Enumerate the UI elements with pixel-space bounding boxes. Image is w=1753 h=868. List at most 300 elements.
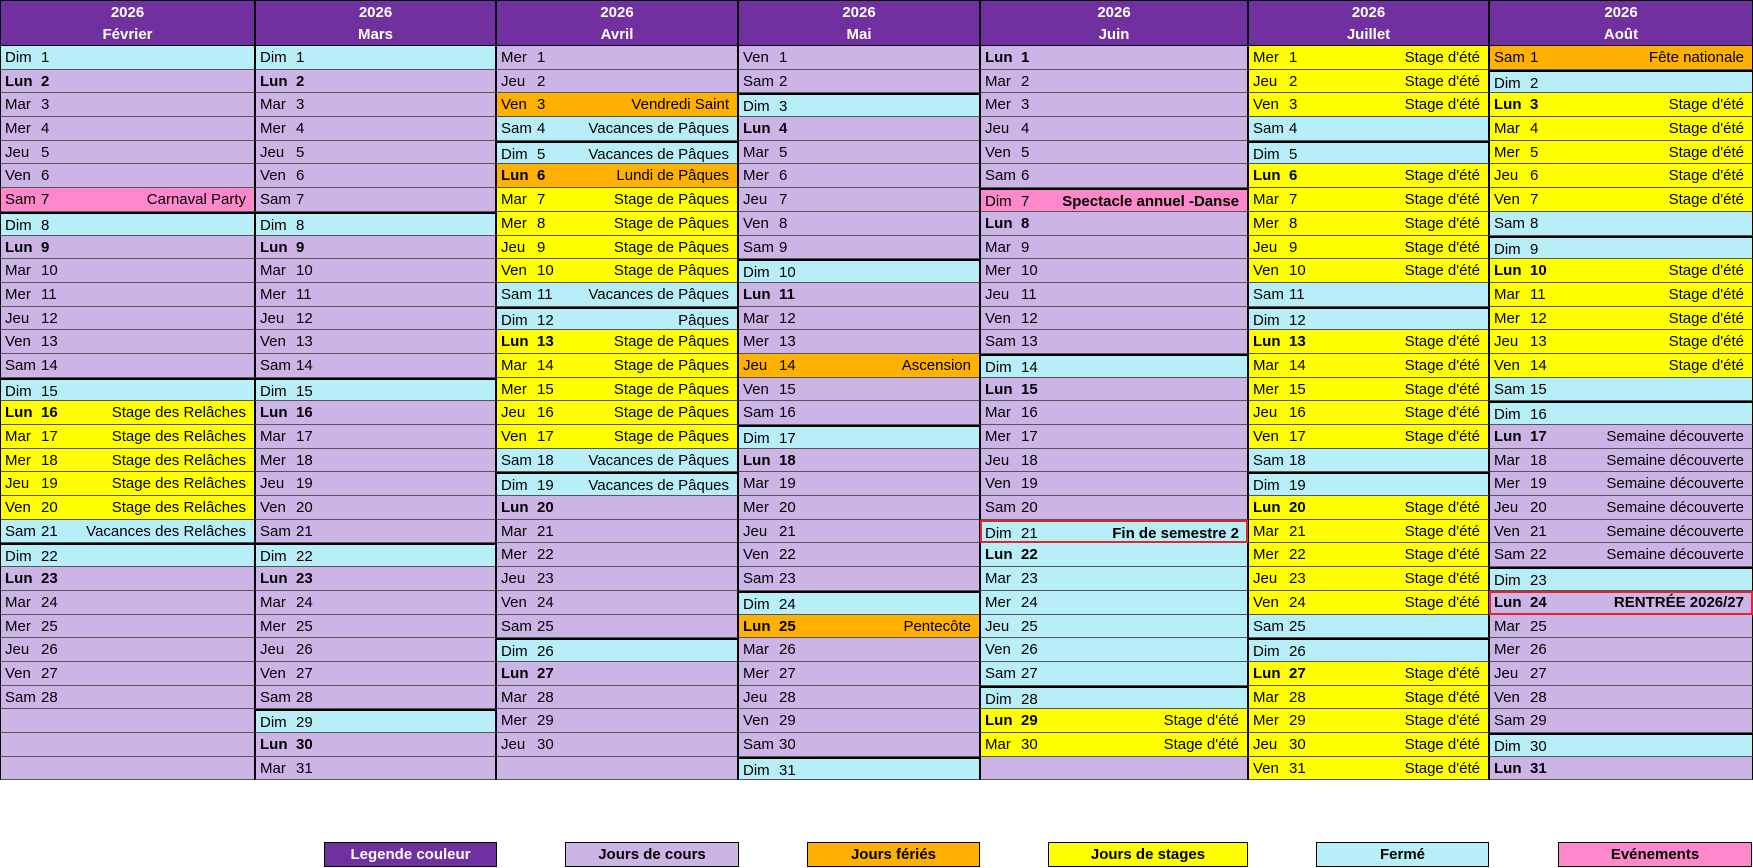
day-number: 8 [296, 216, 305, 234]
day-number: 26 [41, 641, 58, 659]
day-name: Mer [260, 451, 286, 469]
day-row [1489, 283, 1753, 307]
day-number: 14 [296, 356, 313, 374]
day-number: 29 [779, 712, 796, 730]
day-row [255, 283, 496, 307]
day-row [0, 307, 255, 331]
day-row [0, 520, 255, 544]
day-row [255, 449, 496, 473]
day-row [980, 117, 1248, 141]
month-header [738, 0, 980, 46]
day-row [0, 709, 255, 733]
day-number: 8 [1289, 214, 1298, 232]
day-event: Stage de Pâques [613, 191, 729, 209]
day-name: Jeu [260, 309, 285, 327]
day-event: Stage d'été [1404, 570, 1480, 588]
day-row [0, 472, 255, 496]
day-row [1248, 354, 1489, 378]
day-name: Mar [5, 593, 31, 611]
day-name: Mar [5, 428, 31, 445]
day-row [496, 307, 738, 331]
day-event: Stage de Pâques [613, 428, 729, 445]
day-number: 16 [41, 404, 58, 422]
day-row [496, 638, 738, 662]
day-name: Jeu [5, 143, 30, 161]
day-row [1489, 425, 1753, 449]
day-number: 9 [1530, 240, 1539, 258]
day-row [980, 757, 1248, 781]
day-name: Mar [260, 759, 286, 777]
day-number: 11 [1530, 285, 1546, 303]
day-row [980, 164, 1248, 188]
day-row [1489, 686, 1753, 710]
day-number: 23 [296, 570, 313, 588]
day-number: 8 [1530, 214, 1539, 232]
day-name: Mar [260, 262, 286, 280]
day-number: 9 [41, 238, 50, 256]
day-number: 5 [41, 143, 50, 161]
day-number: 22 [1021, 546, 1038, 564]
day-row [980, 425, 1248, 449]
day-number: 1 [1289, 49, 1298, 66]
day-row [255, 425, 496, 449]
day-number: 4 [779, 120, 788, 138]
day-number: 10 [1021, 262, 1038, 280]
day-name: Ven [501, 96, 527, 114]
day-name: Dim [1494, 406, 1521, 424]
day-name: Mar [985, 72, 1011, 90]
day-number: 15 [1021, 380, 1038, 398]
legend-closed: Fermé [1316, 842, 1489, 867]
day-row [1248, 93, 1489, 117]
day-name: Ven [743, 712, 769, 730]
day-row [738, 307, 980, 331]
day-row [738, 496, 980, 520]
day-number: 2 [1289, 72, 1298, 90]
day-number: 18 [537, 451, 554, 469]
day-number: 21 [296, 522, 313, 540]
day-event: Semaine découverte [1606, 546, 1744, 564]
day-row [738, 686, 980, 710]
day-number: 18 [779, 451, 796, 469]
day-event: Stage d'été [1404, 404, 1480, 422]
day-number: 25 [1021, 617, 1038, 635]
day-row [255, 307, 496, 331]
day-number: 14 [1021, 358, 1038, 376]
day-event: Stage des Relâches [111, 475, 246, 493]
day-name: Mer [743, 499, 769, 517]
day-event: Stage d'été [1668, 356, 1744, 374]
day-name: Mer [1494, 309, 1520, 327]
day-name: Jeu [1253, 72, 1278, 90]
day-row [1489, 164, 1753, 188]
day-name: Jeu [1494, 333, 1519, 351]
day-row [738, 472, 980, 496]
day-row [255, 733, 496, 757]
day-number: 9 [779, 238, 788, 256]
day-row [255, 709, 496, 733]
day-name: Jeu [501, 570, 526, 588]
day-name: Sam [985, 664, 1016, 682]
day-name: Dim [501, 643, 528, 661]
day-row [1248, 496, 1489, 520]
day-row [496, 496, 738, 520]
day-number: 19 [537, 477, 554, 495]
day-row [1489, 496, 1753, 520]
day-row [496, 70, 738, 94]
day-number: 27 [1530, 664, 1547, 682]
day-number: 23 [1021, 570, 1038, 588]
day-name: Mer [501, 546, 527, 564]
day-number: 24 [1289, 593, 1306, 611]
day-number: 12 [537, 311, 554, 329]
day-number: 5 [1289, 145, 1298, 163]
day-row [255, 188, 496, 212]
day-name: Sam [1494, 712, 1525, 730]
day-number: 10 [1530, 262, 1547, 280]
day-row [496, 236, 738, 260]
day-name: Dim [743, 264, 770, 282]
day-number: 16 [1289, 404, 1306, 422]
day-event: Stage d'été [1404, 688, 1480, 706]
day-name: Mer [743, 167, 769, 185]
day-name: Jeu [1253, 570, 1278, 588]
day-row [496, 591, 738, 615]
day-row [980, 496, 1248, 520]
day-row [1248, 662, 1489, 686]
day-number: 22 [296, 548, 313, 566]
day-row [980, 543, 1248, 567]
day-name: Dim [985, 358, 1012, 376]
day-number: 31 [296, 759, 313, 777]
day-row [1489, 757, 1753, 781]
month-year: 2026 [842, 4, 876, 21]
day-number: 29 [1021, 712, 1038, 730]
day-event: Spectacle annuel -Danse [1062, 193, 1239, 211]
day-name: Sam [501, 617, 532, 635]
day-number: 9 [1289, 238, 1298, 256]
day-name: Jeu [985, 285, 1010, 303]
day-row [980, 188, 1248, 212]
day-number: 29 [296, 714, 313, 732]
day-number: 22 [41, 548, 58, 566]
day-row [738, 188, 980, 212]
day-row [980, 259, 1248, 283]
day-row [738, 283, 980, 307]
day-number: 18 [1289, 451, 1306, 469]
day-row [1248, 449, 1489, 473]
day-row [0, 141, 255, 165]
day-name: Jeu [5, 309, 30, 327]
day-number: 12 [779, 309, 796, 327]
day-row [1489, 543, 1753, 567]
day-name: Mar [501, 688, 527, 706]
day-event: Stage d'été [1668, 309, 1744, 327]
day-event: Stage d'été [1668, 262, 1744, 280]
day-row [1248, 567, 1489, 591]
day-number: 11 [537, 285, 553, 303]
day-row [1489, 709, 1753, 733]
day-row [0, 70, 255, 94]
day-name: Mer [1253, 49, 1279, 66]
day-row [980, 472, 1248, 496]
month-year: 2026 [600, 4, 634, 21]
day-name: Mer [1494, 475, 1520, 493]
day-number: 13 [296, 333, 313, 351]
day-row [1248, 638, 1489, 662]
day-number: 2 [41, 72, 50, 90]
day-number: 24 [296, 593, 313, 611]
day-name: Mar [743, 641, 769, 659]
day-name: Mer [5, 451, 31, 469]
day-name: Sam [501, 120, 532, 138]
day-number: 28 [1530, 688, 1547, 706]
day-row [1248, 425, 1489, 449]
day-name: Ven [5, 499, 31, 517]
day-row [496, 425, 738, 449]
day-row [980, 591, 1248, 615]
day-number: 13 [41, 333, 58, 351]
day-row [0, 401, 255, 425]
day-name: Dim [743, 761, 770, 779]
day-number: 3 [41, 96, 50, 114]
month-column-août [1489, 0, 1753, 780]
day-number: 27 [537, 664, 554, 682]
day-name: Lun [1253, 167, 1281, 185]
day-name: Sam [743, 404, 774, 422]
day-row [738, 520, 980, 544]
day-name: Jeu [1253, 404, 1278, 422]
day-name: Lun [5, 404, 33, 422]
day-name: Jeu [501, 735, 526, 753]
day-event: Stage d'été [1404, 167, 1480, 185]
day-name: Ven [260, 499, 286, 517]
day-name: Dim [1494, 572, 1521, 590]
day-row [0, 283, 255, 307]
day-row [1248, 709, 1489, 733]
day-event: Vacances de Pâques [588, 451, 729, 469]
day-number: 4 [537, 120, 546, 138]
day-event: Stage d'été [1668, 285, 1744, 303]
day-number: 2 [779, 72, 788, 90]
day-name: Dim [1494, 240, 1521, 258]
day-row [0, 117, 255, 141]
month-column-mars [255, 0, 496, 780]
day-row [496, 567, 738, 591]
month-header [1489, 0, 1753, 46]
day-event: Semaine découverte [1606, 451, 1744, 469]
day-name: Mar [260, 593, 286, 611]
day-event: Semaine découverte [1606, 475, 1744, 493]
day-row [738, 164, 980, 188]
day-row [496, 93, 738, 117]
day-name: Dim [5, 548, 32, 566]
day-row [1248, 686, 1489, 710]
day-name: Mar [1253, 688, 1279, 706]
day-name: Sam [260, 191, 291, 209]
day-name: Dim [1253, 477, 1280, 495]
day-name: Mer [1253, 712, 1279, 730]
day-number: 28 [41, 688, 58, 706]
day-name: Jeu [260, 143, 285, 161]
day-row [496, 141, 738, 165]
day-event: Stage d'été [1404, 96, 1480, 114]
day-name: Dim [5, 49, 32, 66]
day-event: Carnaval Party [146, 191, 246, 209]
day-name: Mer [501, 214, 527, 232]
day-event: Stage d'été [1404, 712, 1480, 730]
day-name: Dim [743, 595, 770, 613]
day-number: 23 [779, 570, 796, 588]
day-row [980, 567, 1248, 591]
day-event: Stage de Pâques [613, 404, 729, 422]
day-row [980, 70, 1248, 94]
day-name: Ven [1253, 759, 1279, 777]
day-name: Mar [743, 143, 769, 161]
day-name: Sam [985, 167, 1016, 185]
day-number: 8 [1021, 214, 1030, 232]
day-name: Mer [1253, 380, 1279, 398]
day-name: Dim [260, 49, 287, 66]
day-row [738, 567, 980, 591]
day-name: Sam [985, 333, 1016, 351]
day-name: Mar [1494, 451, 1520, 469]
day-row [738, 378, 980, 402]
day-number: 4 [296, 120, 305, 138]
day-row [980, 401, 1248, 425]
month-year: 2026 [1351, 4, 1386, 21]
day-name: Jeu [743, 191, 768, 209]
day-name: Jeu [260, 641, 285, 659]
day-name: Ven [501, 593, 527, 611]
day-name: Mer [1253, 546, 1279, 564]
day-event: Vacances de Pâques [588, 120, 729, 138]
day-event: Stage d'été [1404, 664, 1480, 682]
day-row [738, 425, 980, 449]
day-number: 1 [1021, 49, 1030, 66]
day-name: Jeu [5, 641, 30, 659]
month-name: Mars [357, 26, 394, 43]
day-name: Ven [260, 167, 286, 185]
day-name: Mer [5, 617, 31, 635]
day-name: Dim [1494, 737, 1521, 755]
day-event: Pâques [678, 311, 729, 329]
day-name: Ven [5, 664, 31, 682]
day-number: 26 [296, 641, 313, 659]
day-event: Stage des Relâches [111, 451, 246, 469]
day-row [1248, 236, 1489, 260]
day-name: Mar [5, 96, 31, 114]
day-number: 6 [296, 167, 305, 185]
day-row [1489, 378, 1753, 402]
day-name: Dim [1253, 311, 1280, 329]
day-event: Semaine découverte [1606, 499, 1744, 517]
month-name: Mai [846, 26, 872, 43]
day-event: Stage des Relâches [111, 428, 246, 445]
day-name: Lun [1494, 262, 1522, 280]
day-number: 21 [1021, 524, 1038, 542]
day-number: 20 [537, 499, 554, 517]
day-row [738, 117, 980, 141]
day-row [738, 591, 980, 615]
day-row [0, 638, 255, 662]
day-row [980, 615, 1248, 639]
day-name: Lun [260, 735, 288, 753]
day-number: 17 [296, 428, 313, 445]
day-name: Sam [1494, 380, 1525, 398]
day-name: Mer [1253, 214, 1279, 232]
day-name: Ven [985, 641, 1011, 659]
month-name: Avril [600, 26, 634, 43]
day-number: 5 [296, 143, 305, 161]
day-event: Stage de Pâques [613, 238, 729, 256]
day-row [1248, 615, 1489, 639]
day-number: 16 [1021, 404, 1038, 422]
day-row [0, 591, 255, 615]
day-name: Dim [501, 145, 528, 163]
day-number: 24 [1021, 593, 1038, 611]
day-row [1489, 93, 1753, 117]
day-number: 25 [779, 617, 796, 635]
day-name: Jeu [1494, 664, 1519, 682]
day-name: Lun [260, 72, 288, 90]
day-name: Dim [743, 430, 770, 447]
day-row [496, 449, 738, 473]
day-number: 31 [1289, 759, 1306, 777]
day-event: Ascension [901, 356, 971, 374]
day-number: 6 [41, 167, 50, 185]
day-row [1248, 283, 1489, 307]
day-number: 31 [1530, 759, 1547, 777]
day-row [1248, 472, 1489, 496]
day-number: 11 [1289, 285, 1305, 303]
day-row [980, 330, 1248, 354]
day-number: 7 [1530, 191, 1539, 209]
day-name: Sam [743, 570, 774, 588]
day-row [255, 117, 496, 141]
day-event: Stage d'été [1404, 262, 1480, 280]
day-row [0, 757, 255, 781]
day-row [980, 662, 1248, 686]
day-row [1489, 520, 1753, 544]
day-number: 3 [1021, 96, 1030, 114]
day-number: 17 [779, 430, 796, 447]
day-row [255, 378, 496, 402]
day-row [1248, 212, 1489, 236]
day-number: 27 [779, 664, 796, 682]
day-row [0, 188, 255, 212]
day-number: 14 [537, 356, 554, 374]
day-row [255, 401, 496, 425]
day-number: 26 [779, 641, 796, 659]
day-row [1248, 520, 1489, 544]
day-row [1489, 591, 1753, 615]
day-number: 10 [296, 262, 313, 280]
day-row [255, 567, 496, 591]
day-name: Lun [501, 333, 529, 351]
day-number: 30 [1289, 735, 1306, 753]
day-name: Mer [260, 617, 286, 635]
day-name: Ven [5, 167, 31, 185]
day-event: Stage d'été [1404, 49, 1480, 66]
day-number: 4 [1021, 120, 1030, 138]
month-year: 2026 [1097, 4, 1131, 21]
day-row [0, 212, 255, 236]
day-row [738, 638, 980, 662]
day-name: Mar [985, 570, 1011, 588]
day-number: 25 [1530, 617, 1547, 635]
day-name: Mer [985, 96, 1011, 114]
